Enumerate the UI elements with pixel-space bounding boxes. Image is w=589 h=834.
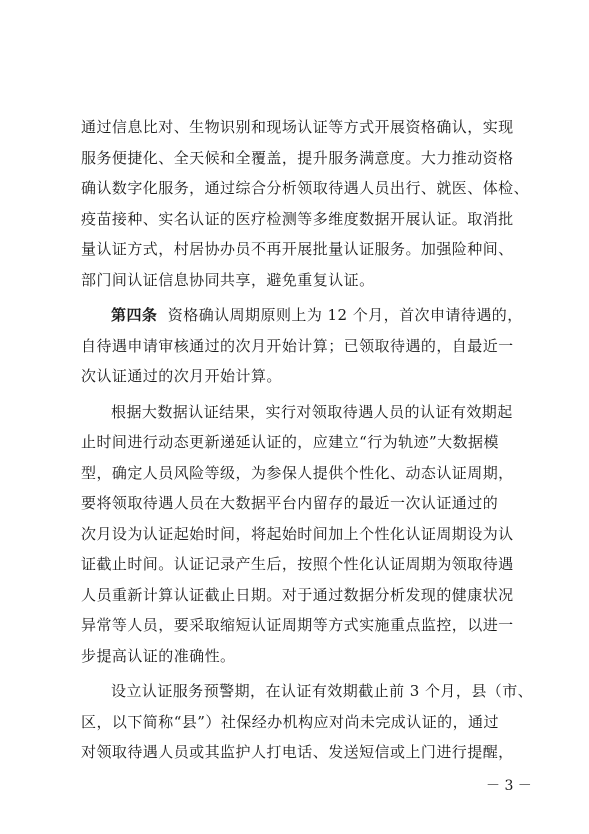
- text-line: 步提高认证的准确性。: [81, 646, 236, 665]
- page-number: － 3 －: [486, 778, 532, 794]
- text-line: 异常等人员，要采取缩短认证周期等方式实施重点监控，以进一: [81, 616, 514, 634]
- body-text: [81, 112, 534, 768]
- text-line: 量认证方式，村居协办员不再开展批量认证服务。加强险种间、: [81, 240, 514, 258]
- text-line: 确认数字化服务，通过综合分析领取待遇人员出行、就医、体检、: [81, 179, 530, 197]
- text-line: 对领取待遇人员或其监护人打电话、发送短信或上门进行提醒，: [81, 743, 514, 761]
- text-line: 次月设为认证起始时间，将起始时间加上个性化认证周期设为认: [81, 524, 514, 543]
- text-line: 人员重新计算认证截止日期。对于通过数据分析发现的健康状况: [81, 585, 514, 604]
- article-4-first-line: [81, 300, 521, 331]
- text-line: 服务便捷化、全天候和全覆盖，提升服务满意度。大力推动资格: [81, 148, 514, 167]
- text-line: 通过信息比对、生物识别和现场认证等方式开展资格确认，实现: [81, 118, 514, 136]
- text-line: 区，以下简称“县”）社保经办机构应对尚未完成认证的，通过: [81, 712, 499, 731]
- text-line: 证截止时间。认证记录产生后，按照个性化认证周期为领取待遇: [81, 555, 514, 573]
- article-4-text: 资格确认周期原则上为 12 个月，首次申请待遇的，: [167, 306, 523, 324]
- text-line: 型，确定人员风险等级，为参保人提供个性化、动态认证周期，: [81, 463, 514, 482]
- text-line: 要将领取待遇人员在大数据平台内留存的最近一次认证通过的: [81, 494, 499, 512]
- article-4-label: 第四条: [111, 306, 158, 324]
- text-line: 部门间认证信息协同共享，避免重复认证。: [81, 270, 375, 289]
- text-line: 自待遇申请审核通过的次月开始计算；已领取待遇的，自最近一: [81, 336, 514, 355]
- paragraph-first-line: 设立认证服务预警期，在认证有效期截止前 3 个月，县（市、: [111, 682, 534, 700]
- paragraph-first-line: 根据大数据认证结果，实行对领取待遇人员的认证有效期起: [111, 402, 513, 421]
- text-line: 次认证通过的次月开始计算。: [81, 367, 282, 385]
- text-line: 止时间进行动态更新递延认证的，应建立“行为轨迹”大数据模: [81, 433, 499, 451]
- text-line: 疫苗接种、实名认证的医疗检测等多维度数据开展认证。取消批: [81, 209, 514, 228]
